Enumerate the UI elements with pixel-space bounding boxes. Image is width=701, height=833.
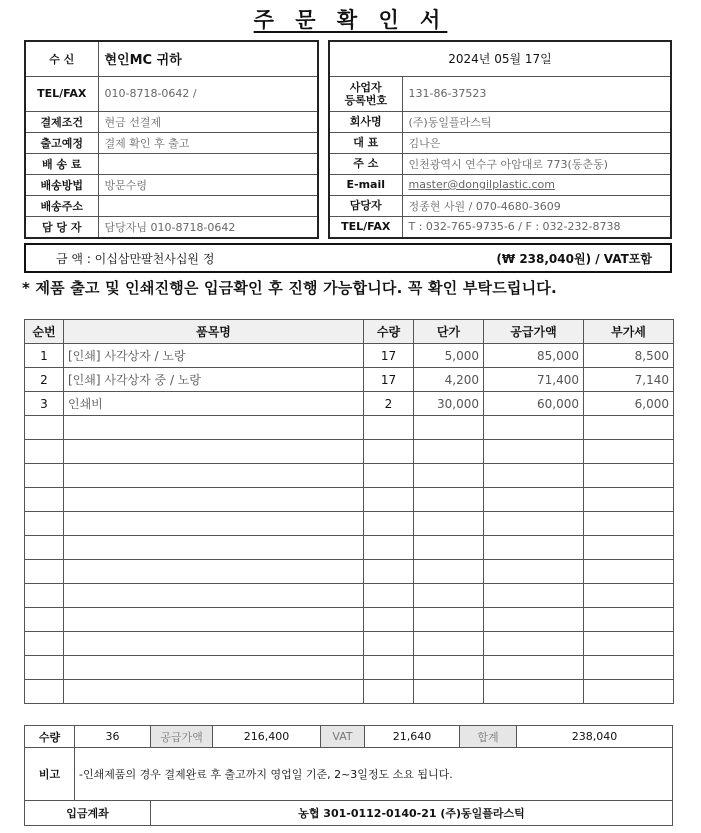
empty-cell (25, 416, 64, 440)
recipient-row (25, 76, 318, 111)
recipient-row (25, 132, 318, 153)
email-link[interactable]: master@dongilplastic.com (402, 174, 671, 195)
empty-cell (584, 560, 674, 584)
empty-cell (414, 536, 484, 560)
empty-cell (64, 584, 364, 608)
empty-cell (364, 416, 414, 440)
field-value: 현인MC 귀하 (98, 41, 318, 76)
bank-label: 입금계좌 (25, 801, 151, 826)
field-value: 현금 선결제 (98, 111, 318, 132)
table-cell: 71,400 (484, 368, 584, 392)
table-cell: 17 (364, 368, 414, 392)
field-label: 배송방법 (25, 174, 98, 195)
empty-row (25, 488, 674, 512)
document-title: 주 문 확 인 서 (253, 8, 448, 32)
note-label: 비고 (25, 748, 75, 801)
order-date: 2024년 05월 17일 (329, 41, 671, 76)
empty-row (25, 440, 674, 464)
empty-cell (414, 608, 484, 632)
empty-cell (584, 512, 674, 536)
bank-account: 농협 301-0112-0140-21 (주)동일플라스틱 (151, 801, 673, 826)
supplier-row (329, 111, 671, 132)
empty-cell (25, 512, 64, 536)
empty-cell (364, 656, 414, 680)
table-cell: 2 (25, 368, 64, 392)
column-header: 품목명 (64, 320, 364, 344)
recipient-row (25, 174, 318, 195)
field-value: 담당자님 010-8718-0642 (98, 216, 318, 238)
empty-cell (364, 584, 414, 608)
table-cell: 4,200 (414, 368, 484, 392)
field-value: 방문수령 (98, 174, 318, 195)
table-cell: 5,000 (414, 344, 484, 368)
supplier-row (329, 216, 671, 238)
empty-cell (64, 632, 364, 656)
empty-cell (584, 464, 674, 488)
supplier-row (329, 132, 671, 153)
empty-cell (364, 512, 414, 536)
qty-total: 36 (75, 726, 151, 748)
empty-cell (484, 560, 584, 584)
table-cell: [인쇄] 사각상자 / 노랑 (64, 344, 364, 368)
empty-cell (25, 464, 64, 488)
table-cell: 7,140 (584, 368, 674, 392)
column-header: 수량 (364, 320, 414, 344)
supplier-row (329, 174, 671, 195)
table-row (25, 392, 674, 416)
table-cell: 6,000 (584, 392, 674, 416)
empty-row (25, 416, 674, 440)
field-label: 사업자 등록번호 (329, 76, 402, 111)
vat-total: 21,640 (365, 726, 460, 748)
table-row (25, 344, 674, 368)
field-value: 김나은 (402, 132, 671, 153)
empty-cell (64, 680, 364, 704)
recipient-row (25, 195, 318, 216)
empty-cell (25, 536, 64, 560)
supply-label: 공급가액 (151, 726, 213, 748)
empty-cell (584, 416, 674, 440)
table-cell: 17 (364, 344, 414, 368)
column-header: 단가 (414, 320, 484, 344)
column-header: 순번 (25, 320, 64, 344)
empty-cell (414, 488, 484, 512)
recipient-row (25, 111, 318, 132)
table-cell: 30,000 (414, 392, 484, 416)
table-cell: 2 (364, 392, 414, 416)
empty-cell (584, 488, 674, 512)
empty-cell (484, 680, 584, 704)
qty-label: 수량 (25, 726, 75, 748)
supplier-table (328, 40, 672, 239)
field-value: T : 032-765-9735-6 / F : 032-232-8738 (402, 216, 671, 238)
empty-cell (414, 464, 484, 488)
empty-cell (64, 512, 364, 536)
column-header: 공급가액 (484, 320, 584, 344)
empty-cell (414, 560, 484, 584)
column-header: 부가세 (584, 320, 674, 344)
empty-cell (484, 440, 584, 464)
empty-cell (484, 464, 584, 488)
empty-cell (25, 608, 64, 632)
table-cell: 인쇄비 (64, 392, 364, 416)
empty-cell (25, 440, 64, 464)
recipient-table (24, 40, 319, 239)
empty-cell (364, 560, 414, 584)
empty-cell (64, 464, 364, 488)
summary-table (24, 725, 673, 826)
empty-cell (584, 536, 674, 560)
empty-cell (364, 464, 414, 488)
field-label: E-mail (329, 174, 402, 195)
field-label: 결제조건 (25, 111, 98, 132)
empty-cell (64, 560, 364, 584)
empty-cell (64, 656, 364, 680)
amount-total: (₩ 238,040원) / VAT포함 (496, 251, 652, 266)
table-cell: 8,500 (584, 344, 674, 368)
table-cell: 1 (25, 344, 64, 368)
empty-cell (25, 488, 64, 512)
empty-cell (25, 680, 64, 704)
table-cell: [인쇄] 사각상자 중 / 노랑 (64, 368, 364, 392)
field-label: 담 당 자 (25, 216, 98, 238)
empty-cell (364, 608, 414, 632)
empty-cell (414, 440, 484, 464)
empty-cell (484, 608, 584, 632)
empty-cell (584, 584, 674, 608)
supplier-row (329, 153, 671, 174)
field-label: TEL/FAX (25, 76, 98, 111)
supply-total: 216,400 (213, 726, 321, 748)
empty-cell (364, 536, 414, 560)
empty-cell (414, 656, 484, 680)
empty-cell (584, 680, 674, 704)
empty-cell (414, 680, 484, 704)
empty-cell (64, 536, 364, 560)
empty-cell (414, 632, 484, 656)
empty-cell (484, 632, 584, 656)
empty-cell (484, 656, 584, 680)
empty-cell (64, 440, 364, 464)
field-value: 010-8718-0642 / (98, 76, 318, 111)
empty-row (25, 608, 674, 632)
amount-box (24, 243, 672, 273)
empty-row (25, 656, 674, 680)
empty-row (25, 680, 674, 704)
vat-label: VAT (321, 726, 365, 748)
field-label: 출고예정 (25, 132, 98, 153)
empty-cell (584, 656, 674, 680)
empty-row (25, 464, 674, 488)
field-value: 정종현 사원 / 070-4680-3609 (402, 195, 671, 216)
empty-row (25, 632, 674, 656)
empty-cell (584, 440, 674, 464)
amount-text: 금 액 : 이십삼만팔천사십원 정 (56, 251, 215, 266)
empty-cell (25, 632, 64, 656)
empty-cell (64, 608, 364, 632)
supplier-row (329, 76, 671, 111)
field-value: (주)동일플라스틱 (402, 111, 671, 132)
field-label: 대 표 (329, 132, 402, 153)
empty-cell (25, 560, 64, 584)
empty-cell (484, 536, 584, 560)
empty-cell (484, 584, 584, 608)
items-table (24, 319, 674, 704)
field-label: 배 송 료 (25, 153, 98, 174)
field-label: 배송주소 (25, 195, 98, 216)
empty-cell (364, 488, 414, 512)
empty-cell (484, 512, 584, 536)
table-cell: 85,000 (484, 344, 584, 368)
empty-cell (25, 584, 64, 608)
empty-cell (584, 608, 674, 632)
empty-cell (584, 632, 674, 656)
supplier-row (329, 195, 671, 216)
recipient-row (25, 216, 318, 238)
empty-cell (414, 512, 484, 536)
field-label: 회사명 (329, 111, 402, 132)
field-value: 결제 확인 후 출고 (98, 132, 318, 153)
empty-cell (484, 416, 584, 440)
grand-total-label: 합계 (460, 726, 517, 748)
empty-row (25, 536, 674, 560)
recipient-row (25, 153, 318, 174)
empty-cell (414, 416, 484, 440)
empty-row (25, 560, 674, 584)
table-cell: 60,000 (484, 392, 584, 416)
empty-cell (364, 440, 414, 464)
field-value: 인천광역시 연수구 아암대로 773(동춘동) (402, 153, 671, 174)
empty-cell (484, 488, 584, 512)
recipient-row (25, 41, 318, 76)
empty-row (25, 512, 674, 536)
field-label: TEL/FAX (329, 216, 402, 238)
field-label: 주 소 (329, 153, 402, 174)
table-row (25, 368, 674, 392)
field-value (98, 153, 318, 174)
field-label: 담당자 (329, 195, 402, 216)
grand-total: 238,040 (517, 726, 673, 748)
payment-notice: * 제품 출고 및 인쇄진행은 입금확인 후 진행 가능합니다. 꼭 확인 부탁드립니다. (22, 279, 557, 297)
empty-cell (64, 488, 364, 512)
table-cell: 3 (25, 392, 64, 416)
field-label: 수 신 (25, 41, 98, 76)
empty-cell (364, 680, 414, 704)
empty-row (25, 584, 674, 608)
field-value (98, 195, 318, 216)
note-text: -인쇄제품의 경우 결제완료 후 출고까지 영업일 기준, 2~3일정도 소요 됩니다. (75, 748, 673, 801)
empty-cell (414, 584, 484, 608)
field-value: 131-86-37523 (402, 76, 671, 111)
empty-cell (64, 416, 364, 440)
empty-cell (25, 656, 64, 680)
empty-cell (364, 632, 414, 656)
